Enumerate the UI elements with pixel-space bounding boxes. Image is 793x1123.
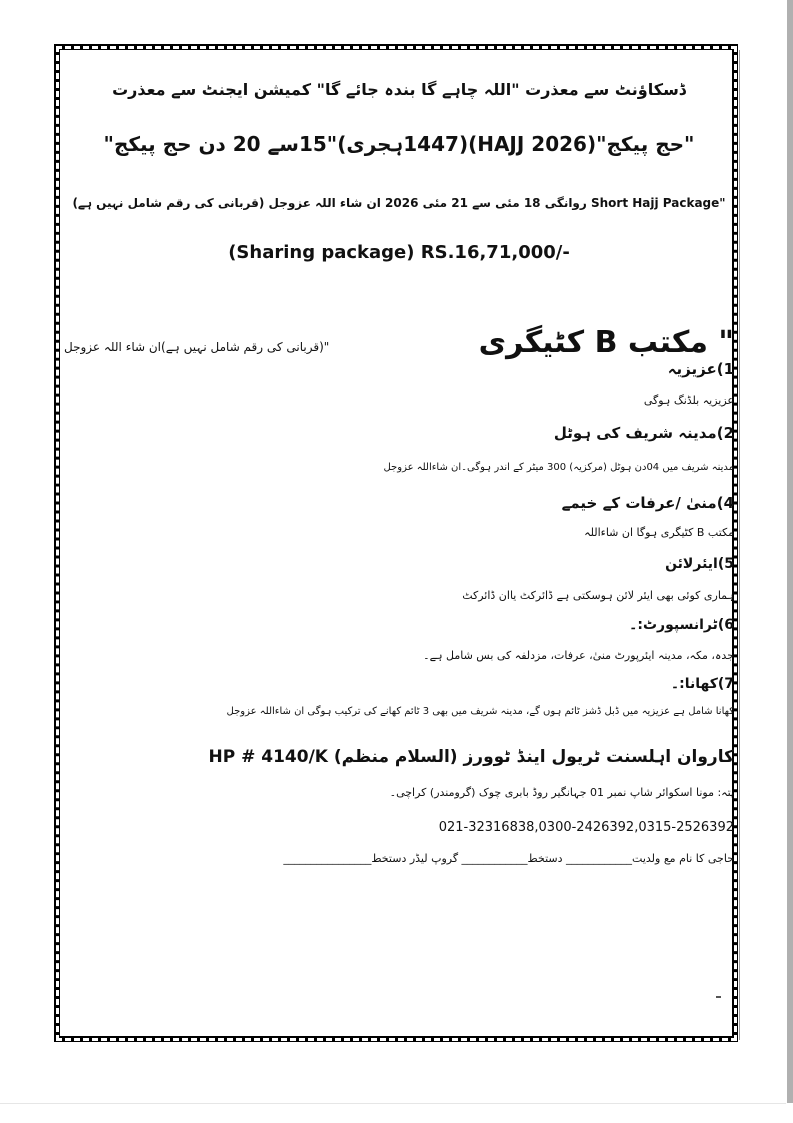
item-heading: 7)کھانا:۔ — [670, 676, 734, 692]
header-slogan: ڈسکاؤنٹ سے معذرت "اللہ چاہے گا بندہ جائے گا" کمیشن ایجنٹ سے معذرت — [112, 80, 686, 99]
package-dates: "Short Hajj Package روانگی 18 مئی سے 21 مئی 2026 ان شاء اللہ عزوجل (قربانی کی رقم شامل نہیں ہے) — [72, 196, 726, 210]
document-content — [64, 80, 734, 865]
company-address: پتہ: مونا اسکوائر شاپ نمبر 01 جہانگیر روڈ بابری چوک (گرومندر) کراچی۔ — [389, 786, 734, 799]
item-heading: 1)عزیزیہ — [667, 360, 734, 378]
item-heading: 4)منیٰ /عرفات کے خیمے — [561, 494, 734, 512]
package-title: "حج پیکج"(HAJJ 2026)(1447ہجری)"15سے 20 دن حج پیکج" — [103, 132, 695, 156]
item-detail: کھانا شامل ہے عزیزیہ میں ڈبل ڈشز ٹائم ہوں گے، مدینہ شریف میں بھی 3 ٹائم کھانے کی ترکیب ہوگی ان شاءاللہ عزوجل — [226, 706, 734, 717]
signature-lines: حاجی کا نام مع ولدیت____________ دستخط____________ گروپ لیڈر دستخط________________ — [283, 852, 734, 865]
stray-mark — [716, 996, 721, 998]
item-detail: مکتب B کٹیگری ہوگا ان شاءاللہ — [584, 526, 734, 539]
item-heading: 5)ایئرلائن — [665, 556, 734, 572]
inner-border-line — [739, 50, 740, 1040]
item-detail: جدہ، مکہ، مدینہ ایئرپورٹ منیٰ، عرفات، مزدلفہ کی بس شامل ہے۔ — [423, 649, 734, 662]
scrollbar-edge — [787, 0, 793, 1103]
item-detail: ہماری کوئی بھی ایئر لائن ہوسکتی ہے ڈائرکٹ یاان ڈائرکٹ — [462, 589, 734, 602]
category-title: " مکتب B کٹیگری — [478, 325, 734, 360]
item-heading: 2)مدینہ شریف کی ہوٹل — [553, 424, 734, 442]
item-detail: مدینہ شریف میں 04دن ہوٹل (مرکزیہ) 300 میٹر کے اندر ہوگی۔ان شاءاللہ عزوجل — [383, 462, 734, 473]
company-phones: 021-32316838,0300-2426392,0315-2526392 — [438, 820, 734, 835]
package-price: (Sharing package) RS.16,71,000/- — [228, 242, 570, 263]
category-note: "(قربانی کی رقم شامل نہیں ہے)ان شاء اللہ عزوجل — [64, 340, 330, 354]
item-heading: 6)ٹرانسپورٹ:۔ — [629, 617, 734, 633]
item-detail: عزیزیہ بلڈنگ ہوگی — [643, 394, 734, 407]
category-row — [64, 292, 734, 360]
company-name: کاروان اہلسنت ٹریول اینڈ ٹوورز (السلام منظم) HP # 4140/K — [208, 747, 734, 767]
